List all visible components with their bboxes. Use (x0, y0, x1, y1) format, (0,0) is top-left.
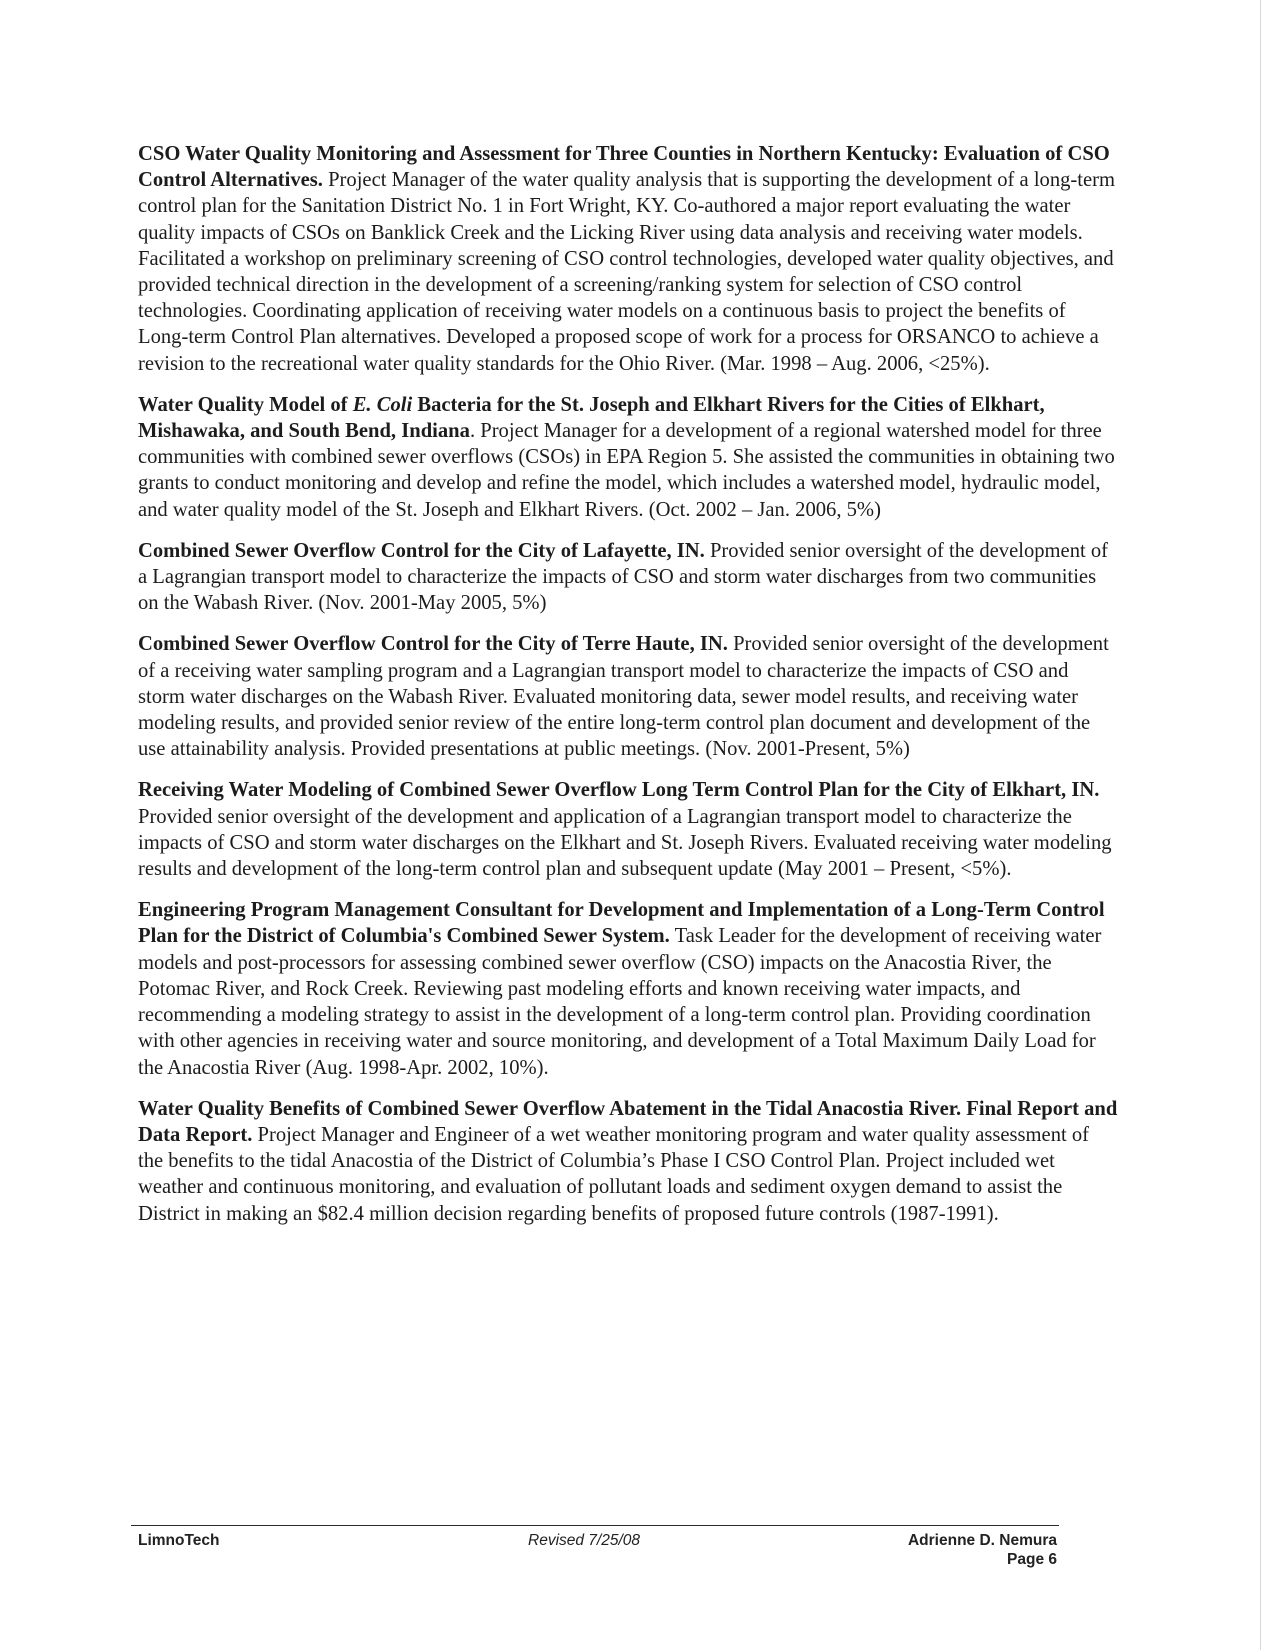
entry-body: Provided senior oversight of the development of a Lagrangian transport model to characterize the impacts of CSO and storm water discharges from two communities on the Wabash River. (Nov. 2001-May 2005, 5%) (138, 539, 1109, 615)
footer-author: Adrienne D. Nemura (907, 1532, 1057, 1549)
entry-title: Receiving Water Modeling of Combined Sewer Overflow Long Term Control Plan for the City of Elkhart, IN. (138, 779, 1100, 802)
entry-title: Combined Sewer Overflow Control for the City of Lafayette, IN. (138, 539, 705, 562)
page-edge-line (1260, 0, 1261, 1650)
footer-author-block (860, 1531, 1057, 1569)
entry-title: Engineering Program Management Consultant for Development and Implementation of a Long-Term Control Plan for the District of Columbia's Combined Sewer System. (138, 899, 1105, 948)
entry-body: Provided senior oversight of the development of a receiving water sampling program and a Lagrangian transport model to characterize the impacts of CSO and storm water discharges on the Wabash River. Evaluated monitoring data, sewer model results, and receiving water modeling results, and provided senior review of the entire long-term control plan document and development of the use attainability analysis. Provided presentations at public meetings. (Nov. 2001-Present, 5%) (138, 633, 1109, 761)
entry-title: Combined Sewer Overflow Control for the City of Terre Haute, IN. (138, 633, 728, 656)
entry-body: Task Leader for the development of receiving water models and post-processors for assessing combined sewer overflow (CSO) impacts on the Anacostia River, the Potomac River, and Rock Creek. Reviewing past modeling efforts and known receiving water impacts, and recommending a modeling strategy to assist in the development of a long-term control plan. Providing coordination with other agencies in receiving water and source monitoring, and development of a Total Maximum Daily Load for the Anacostia River (Aug. 1998-Apr. 2002, 10%). (138, 925, 1102, 1079)
entry-title-italic: E. Coli (352, 393, 413, 416)
project-entry-district-of-columbia (138, 897, 1118, 1080)
entry-title-part: Bacteria for the St. Joseph and Elkhart Rivers for the Cities of Elkhart, Mishawaka, and South Bend, Indiana (138, 393, 1045, 443)
footer-page-number: Page 6 (1007, 1551, 1057, 1568)
footer-company: LimnoTech (138, 1532, 220, 1549)
document-body (138, 141, 1118, 1242)
entry-title: Water Quality Benefits of Combined Sewer Overflow Abatement in the Tidal Anacostia River. Final Report and Data Report. (138, 1097, 1118, 1146)
project-entry-anacostia (138, 1096, 1118, 1227)
project-entry-st-joseph-elkhart (138, 392, 1118, 523)
entry-body: . Project Manager for a development of a regional watershed model for three communities with combined sewer overflows (CSOs) in EPA Region 5. She assisted the communities in obtaining two grants to conduct monitoring and develop and refine the model, which includes a watershed model, hydraulic model, and water quality model of the St. Joseph and Elkhart Rivers. (Oct. 2002 – Jan. 2006, 5%) (138, 420, 1115, 521)
entry-body: Provided senior oversight of the development and application of a Lagrangian transport model to characterize the impacts of CSO and storm water discharges on the Elkhart and St. Joseph Rivers. Evaluated receiving water modeling results and development of the long-term control plan and subsequent update (May 2001 – Present, <5%). (138, 805, 1112, 881)
entry-title-part: Water Quality Model of (138, 393, 353, 416)
footer-divider (131, 1525, 1059, 1526)
entry-body: Project Manager and Engineer of a wet weather monitoring program and water quality assessment of the benefits to the tidal Anacostia of the District of Columbia’s Phase I CSO Control Plan. Project included wet weather and continuous monitoring, and evaluation of pollutant loads and sediment oxygen demand to assist the District in making an $82.4 million decision regarding benefits of proposed future controls (1987-1991). (138, 1123, 1090, 1225)
project-entry-terre-haute (138, 631, 1118, 762)
entry-title: CSO Water Quality Monitoring and Assessment for Three Counties in Northern Kentucky: Evaluation of CSO Control Alternatives. (138, 143, 1110, 192)
project-entry-elkhart (138, 777, 1118, 882)
entry-body: Project Manager of the water quality analysis that is supporting the development of a long-term control plan for the Sanitation District No. 1 in Fort Wright, KY. Co-authored a major report evaluating the water quality impacts of CSOs on Banklick Creek and the Licking River using data analysis and receiving water models. Facilitated a workshop on preliminary screening of CSO control technologies, developed water quality objectives, and provided technical direction in the development of a screening/ranking system for selection of CSO control technologies. Coordinating application of receiving water models on a continuous basis to project the benefits of Long-term Control Plan alternatives. Developed a proposed scope of work for a process for ORSANCO to achieve a revision to the recreational water quality standards for the Ohio River. (Mar. 1998 – Aug. 2006, <25%). (138, 169, 1116, 375)
project-entry-lafayette (138, 538, 1118, 617)
project-entry-kentucky-cso (138, 141, 1118, 377)
footer-revision-date: Revised 7/25/08 (528, 1532, 641, 1549)
